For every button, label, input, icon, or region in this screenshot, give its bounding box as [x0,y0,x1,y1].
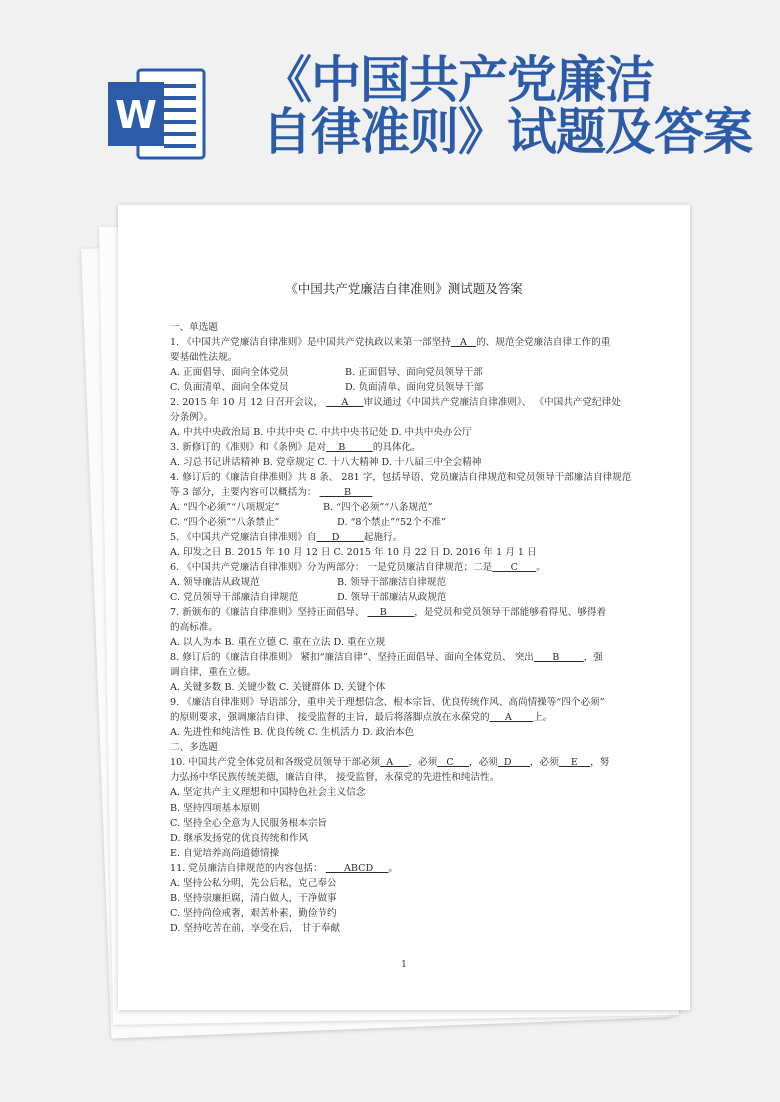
line-text: ，必须 [408,757,438,769]
document-line [170,921,634,936]
document-line [170,485,634,500]
line-text: 审议通过《中国共产党廉洁自律准则》、 《中国共产党纪律处 [363,397,621,409]
line-text: 。 [388,862,398,874]
line-text: A. 先进性和纯洁性 B. 优良传统 C. 生机活力 D. 政治本色 [170,727,415,739]
document-line [170,365,634,380]
document-line [170,410,634,425]
document-line [170,590,634,605]
document-line [170,710,634,725]
line-text: 调自律，重在立德。 [170,667,257,679]
line-text: C. 坚持全心全意为人民服务根本宗旨 [170,817,328,829]
document-line [170,635,634,650]
document-line [170,891,634,906]
answer-blank: B [533,652,584,664]
line-text: A. 习总书记讲话精神 B. 党章规定 C. 十八大精神 D. 十八届三中全会精神 [170,457,482,469]
document-line [170,906,634,921]
line-text: 的、规范全党廉洁自律工作的重 [476,337,611,349]
line-text: E. 自觉培养高尚道德情操 [170,847,280,859]
word-document-icon [108,68,206,160]
line-text: 3. 新修订的《准则》和《条例》是对 [170,442,327,454]
line-text: B. 坚持崇廉拒腐，清白做人，干净做事 [170,892,337,904]
line-text: A. 坚持公私分明，先公后私，克己奉公 [170,877,337,889]
option-right: D. 领导干部廉洁从政规范 [337,592,447,604]
answer-blank: A [489,712,534,724]
document-line [170,785,634,800]
page-number: 1 [401,960,407,970]
answer-blank: ABCD [325,862,389,874]
document-line [170,770,634,785]
document-line [170,335,634,350]
answer-blank: C [437,757,469,769]
answer-blank: B [319,487,373,499]
line-text: 11. 党员廉洁自律规范的内容包括： [170,862,326,874]
document-page [118,205,690,1010]
banner-title-line-1: 《中国共产党廉洁 [262,51,654,109]
document-line [170,665,634,680]
line-text: B. 坚持四项基本原则 [170,802,260,814]
document-line [170,831,634,846]
line-text: 1. 《中国共产党廉洁自律准则》是中国共产党执政以来第一部坚持 [170,337,451,349]
document-line [170,545,634,560]
line-text: 5. 《中国共产党廉洁自律准则》自 [170,532,317,544]
answer-blank: A [450,337,477,349]
line-text: 上。 [533,712,553,724]
document-line [170,425,634,440]
document-line [170,620,634,635]
line-text: A. 以人为本 B. 重在立德 C. 重在立法 D. 重在立规 [170,637,386,649]
line-text: D. 坚持吃苦在前，享受在后， 甘于奉献 [170,922,340,934]
document-line [170,575,634,590]
option-right: D. “8个禁止”“52个不准” [337,517,446,529]
answer-blank: B [367,607,415,619]
line-text: 等 3 部分，主要内容可以概括为： [170,487,320,499]
document-line [170,846,634,861]
option-left: A. 正面倡导、面向全体党员 [170,367,289,379]
line-text: ，努 [590,757,610,769]
option-left: C. “四个必须”“八条禁止” [170,517,280,529]
document-line [170,500,634,515]
document-line [170,605,634,620]
line-text: 起施行。 [363,532,403,544]
answer-blank: E [558,757,591,769]
document-line [170,695,634,710]
line-text: 的具体化。 [372,442,421,454]
option-left: A. “四个必须”“八项规定” [170,502,280,514]
document-line [170,470,634,485]
line-text: 的原则要求，强调廉洁自律、 接受监督的主旨，最后将落脚点放在永葆党的 [170,712,490,724]
line-text: A. 中共中央政治局 B. 中共中央 C. 中共中央书记处 D. 中共中央办公厅 [170,427,472,439]
line-text: 9. 《廉洁自律准则》导语部分，重申关于理想信念、根本宗旨、优良传统作风、高尚情操等“四个必须” [170,697,605,709]
option-right: B. “四个必须”“八条规范” [323,502,433,514]
document-line [170,515,634,530]
answer-blank: A [380,757,409,769]
document-line [170,755,634,770]
line-text: 的高标准。 [170,622,218,634]
line-text: 一、单选题 [170,322,218,333]
document-line [170,816,634,831]
document-line [170,650,634,665]
banner-title [262,51,752,161]
line-text: ，强 [583,652,603,664]
document-line [170,560,634,575]
document-line [170,740,634,755]
line-text: ，必须 [529,757,559,769]
option-right: B. 领导干部廉洁自律规范 [337,577,447,589]
line-text: 分条例》。 [170,412,214,424]
line-text: ，必须 [469,757,498,769]
line-text: A. 坚定共产主义理想和中国特色社会主义信念 [170,787,366,799]
answer-blank: A [326,397,364,409]
document-body [170,320,634,936]
document-line [170,725,634,740]
document-line [170,440,634,455]
option-left: C. 党员领导干部廉洁自律规范 [170,592,299,604]
line-text: 6. 《中国共产党廉洁自律准则》分为两部分： 一是党员廉洁自律规范；二是 [170,562,493,574]
answer-blank: D [497,757,530,769]
line-text: ，是党员和党员领导干部能够看得见、够得着 [414,607,607,619]
line-text: 4. 修订后的《廉洁自律准则》共 8 条、 281 字，包括导语、党员廉洁自律规范和党员领导干部廉洁自律规范 [170,472,632,484]
document-line [170,876,634,891]
word-icon-letter: W [115,93,157,137]
line-text: 二、多选题 [170,742,218,754]
document-title: 《中国共产党廉洁自律准则》测试题及答案 [285,281,523,296]
option-left: A. 领导廉洁从政规范 [170,577,260,589]
line-text: 力弘扬中华民族传统美德，廉洁自律， 接受监督，永葆党的先进性和纯洁性。 [170,772,500,784]
answer-blank: D [316,532,364,544]
answer-blank: B [326,442,373,454]
document-line [170,455,634,470]
document-line [170,395,634,410]
line-text: 7. 新颁布的《廉洁自律准则》坚持正面倡导、 [170,607,368,619]
line-text: A. 关键多数 B. 关键少数 C. 关键群体 D. 关键个体 [170,682,386,694]
document-line [170,320,634,335]
document-line [170,861,634,876]
line-text: A. 印发之日 B. 2015 年 10 月 12 日 C. 2015 年 10 月 22 日 D. 2016 年 1 月 1 日 [170,547,537,559]
line-text: 8. 修订后的《廉洁自律准则》 紧扣“廉洁自律”、坚持正面倡导、面向全体党员、 突出 [170,652,534,664]
line-text: 2. 2015 年 10 月 12 日召开会议， [170,397,327,409]
answer-blank: C [492,562,537,574]
line-text: 10. 中国共产党全体党员和各级党员领导干部必须 [170,757,381,769]
document-line [170,380,634,395]
line-text: 。 [536,562,546,574]
document-line [170,680,634,695]
option-left: C. 负面清单、面向全体党员 [170,382,289,394]
line-text: C. 坚持尚俭戒奢，艰苦朴素，勤俭节约 [170,907,337,919]
document-line [170,801,634,816]
line-text: 要基础性法规。 [170,352,238,364]
document-line [170,530,634,545]
document-line [170,350,634,365]
banner-title-line-2: 自律准则》试题及答案 [262,103,752,161]
option-right: B. 正面倡导、面向党员领导干部 [345,367,483,379]
option-right: D. 负面清单、面向党员领导干部 [345,382,484,394]
line-text: D. 继承发扬党的优良传统和作风 [170,832,309,844]
